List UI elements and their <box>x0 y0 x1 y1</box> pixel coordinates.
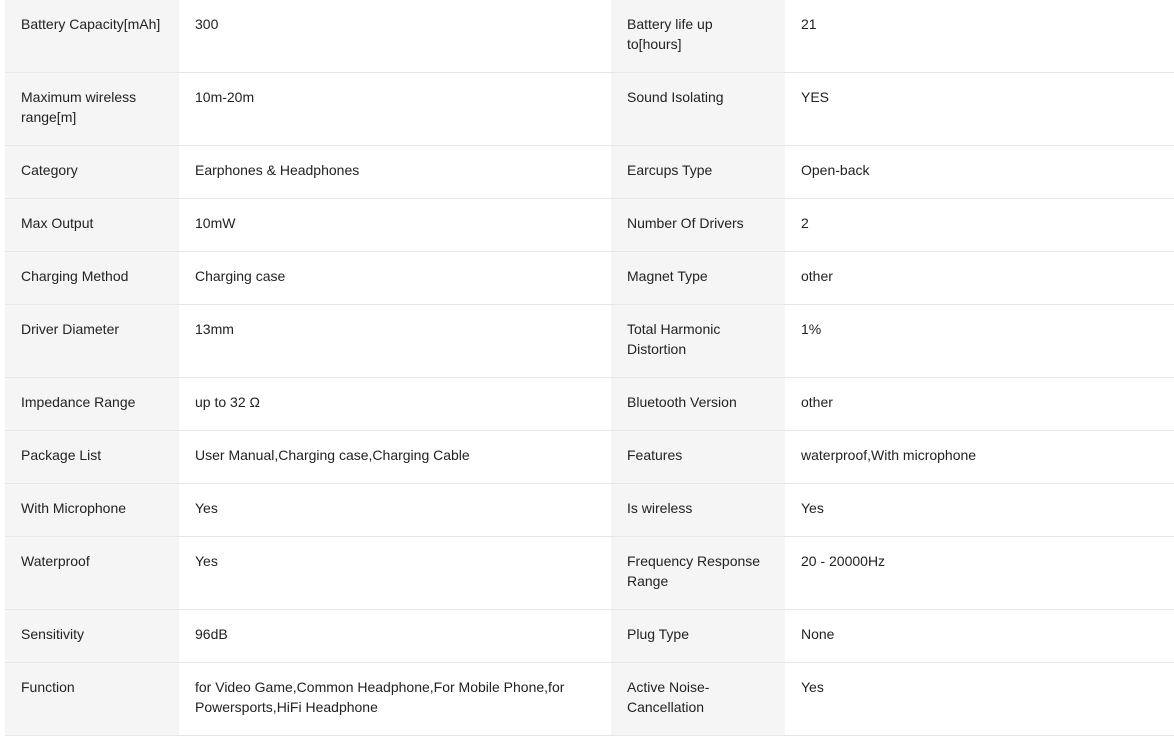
spec-value: 21 <box>785 0 1174 73</box>
spec-label: Function <box>5 663 179 736</box>
table-row <box>5 484 1174 537</box>
specifications-body <box>5 0 1174 736</box>
spec-label: Total Harmonic Distortion <box>611 305 785 378</box>
spec-label: Number Of Drivers <box>611 199 785 252</box>
spec-label: Plug Type <box>611 610 785 663</box>
spec-value: YES <box>785 73 1174 146</box>
spec-label: Frequency Response Range <box>611 537 785 610</box>
spec-value: 10m-20m <box>179 73 611 146</box>
table-row <box>5 537 1174 610</box>
spec-label: Impedance Range <box>5 378 179 431</box>
spec-value: waterproof,With microphone <box>785 431 1174 484</box>
spec-value: Open-back <box>785 146 1174 199</box>
spec-value: 300 <box>179 0 611 73</box>
spec-label: Earcups Type <box>611 146 785 199</box>
spec-label: Max Output <box>5 199 179 252</box>
spec-value: Yes <box>785 484 1174 537</box>
spec-label: Active Noise-Cancellation <box>611 663 785 736</box>
spec-label: Magnet Type <box>611 252 785 305</box>
table-row <box>5 0 1174 73</box>
spec-value: 1% <box>785 305 1174 378</box>
spec-value: for Video Game,Common Headphone,For Mobile Phone,for Powersports,HiFi Headphone <box>179 663 611 736</box>
spec-label: Sensitivity <box>5 610 179 663</box>
spec-label: Waterproof <box>5 537 179 610</box>
spec-label: Battery Capacity[mAh] <box>5 0 179 73</box>
spec-label: Bluetooth Version <box>611 378 785 431</box>
spec-value: 13mm <box>179 305 611 378</box>
spec-label: Package List <box>5 431 179 484</box>
table-row <box>5 610 1174 663</box>
spec-label: Charging Method <box>5 252 179 305</box>
table-row <box>5 199 1174 252</box>
spec-label: Maximum wireless range[m] <box>5 73 179 146</box>
spec-value: Yes <box>179 537 611 610</box>
spec-value: other <box>785 378 1174 431</box>
spec-value: Yes <box>785 663 1174 736</box>
spec-value: 20 - 20000Hz <box>785 537 1174 610</box>
table-row <box>5 663 1174 736</box>
spec-label: Driver Diameter <box>5 305 179 378</box>
table-row <box>5 305 1174 378</box>
specifications-table <box>5 0 1174 736</box>
table-row <box>5 431 1174 484</box>
spec-label: Sound Isolating <box>611 73 785 146</box>
spec-value: other <box>785 252 1174 305</box>
spec-label: Battery life up to[hours] <box>611 0 785 73</box>
spec-value: Charging case <box>179 252 611 305</box>
spec-value: 96dB <box>179 610 611 663</box>
spec-value: up to 32 Ω <box>179 378 611 431</box>
spec-value: Earphones & Headphones <box>179 146 611 199</box>
spec-label: Category <box>5 146 179 199</box>
spec-value: Yes <box>179 484 611 537</box>
table-row <box>5 252 1174 305</box>
table-row <box>5 73 1174 146</box>
spec-value: User Manual,Charging case,Charging Cable <box>179 431 611 484</box>
spec-label: With Microphone <box>5 484 179 537</box>
spec-value: 10mW <box>179 199 611 252</box>
spec-value: None <box>785 610 1174 663</box>
spec-label: Is wireless <box>611 484 785 537</box>
table-row <box>5 146 1174 199</box>
spec-label: Features <box>611 431 785 484</box>
spec-value: 2 <box>785 199 1174 252</box>
table-row <box>5 378 1174 431</box>
